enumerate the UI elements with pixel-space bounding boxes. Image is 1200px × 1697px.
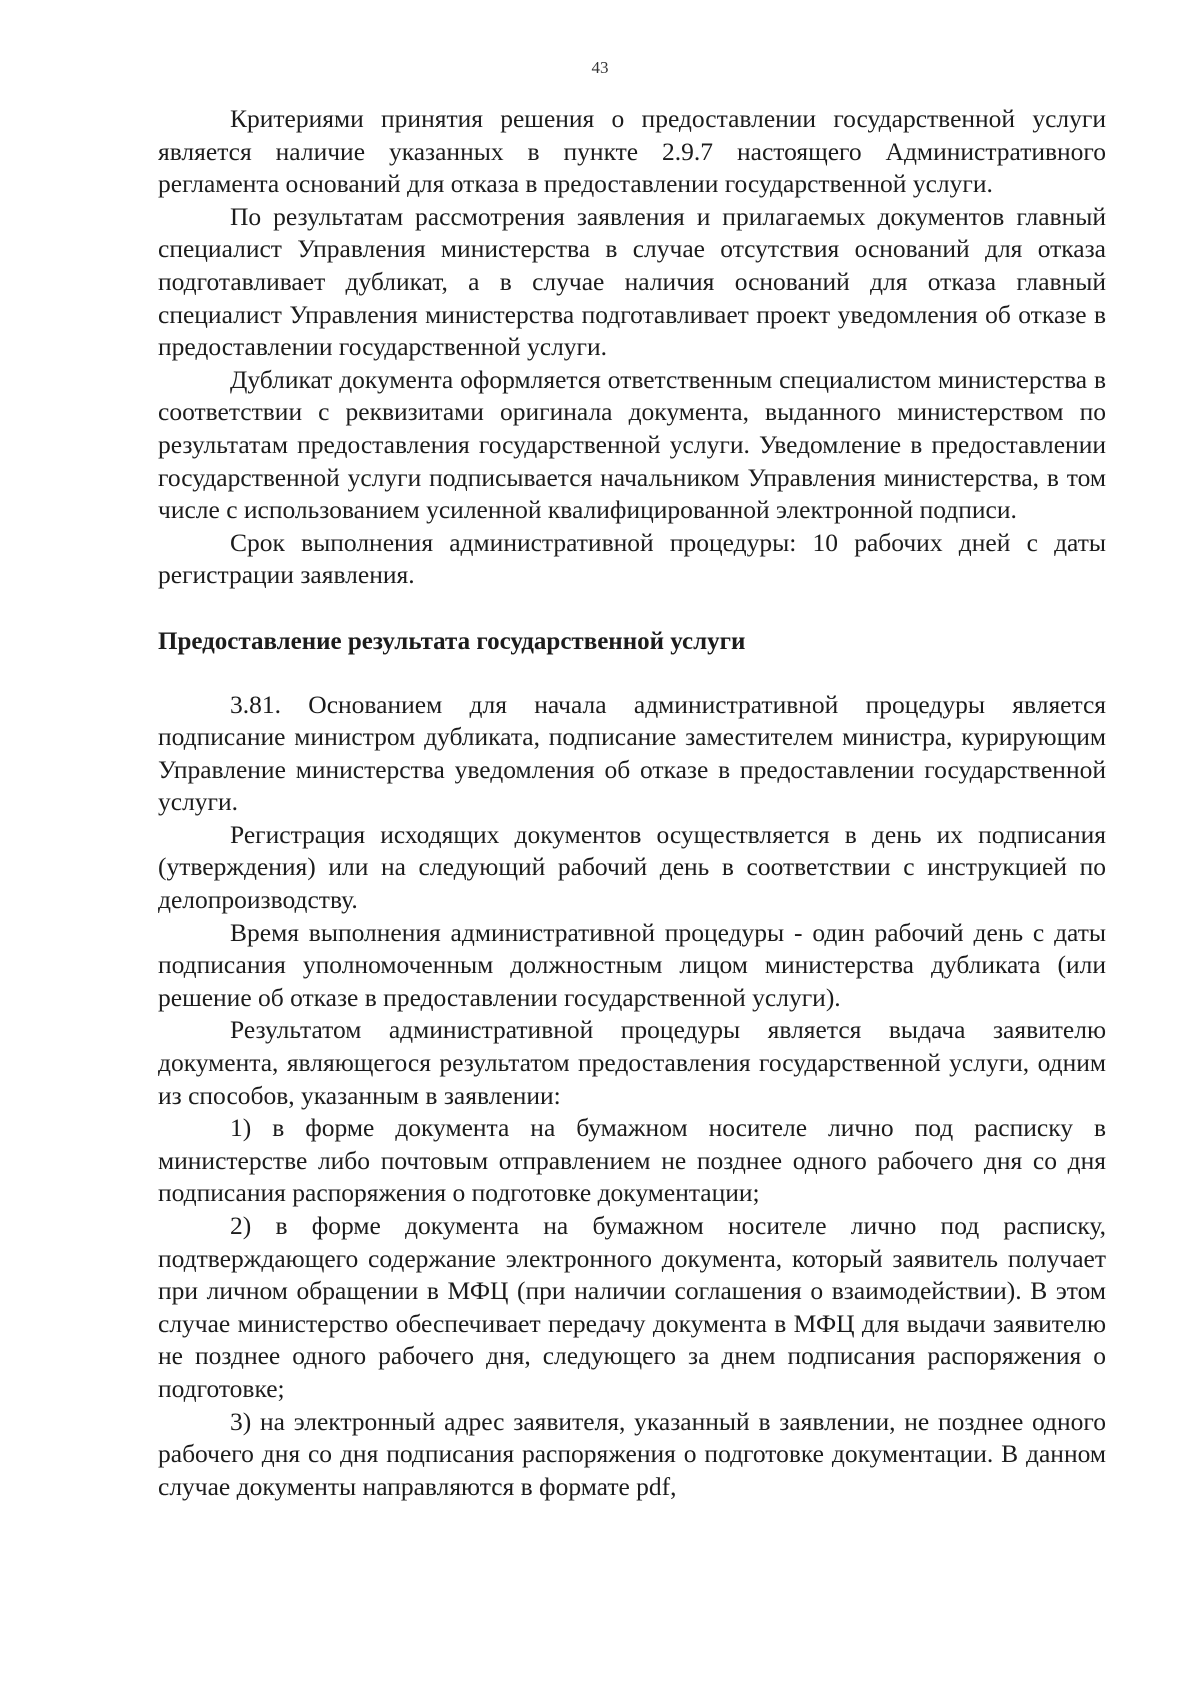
document-body — [158, 103, 1106, 1503]
section-heading: Предоставление результата государственной услуги — [158, 627, 746, 655]
paragraph-registration: Регистрация исходящих документов осуществляется в день их подписания (утверждения) или на следующий рабочий день в соответствии с инструкцией по делопроизводству. — [158, 819, 1106, 915]
paragraph-deadline: Срок выполнения административной процедуры: 10 рабочих дней с даты регистрации заявления. — [158, 527, 1106, 590]
list-item-3: 3) на электронный адрес заявителя, указанный в заявлении, не позднее одного рабочего дня со дня подписания распоряжения о подготовке документации. В данном случае документы направляются в формате pdf, — [158, 1406, 1106, 1501]
paragraph-duplicate: Дубликат документа оформляется ответственным специалистом министерства в соответствии с реквизитами оригинала документа, выданного министерством по результатам предоставления государственной услуги. Уведомление в предоставлении государственной услуги подписывается начальником Управления министерства, в том числе с использованием усиленной квалифицированной электронной подписи. — [158, 364, 1106, 525]
paragraph-review-results: По результатам рассмотрения заявления и прилагаемых документов главный специалист Управления министерства в случае отсутствия оснований для отказа подготавливает дубликат, а в случае наличия оснований для отказа главный специалист Управления министерства подготавливает проект уведомления об отказе в предоставлении государственной услуги. — [158, 201, 1106, 362]
list-item-2: 2) в форме документа на бумажном носителе лично под расписку, подтверждающего содержание электронного документа, который заявитель получает при личном обращении в МФЦ (при наличии соглашения о взаимодействии). В этом случае министерство обеспечивает передачу документа в МФЦ для выдачи заявителю не позднее одного рабочего дня, следующего за днем подписания распоряжения о подготовке; — [158, 1211, 1106, 1403]
list-item-1: 1) в форме документа на бумажном носителе лично под расписку в министерстве либо почтовым отправлением не позднее одного рабочего дня со дня подписания распоряжения о подготовке документации; — [158, 1113, 1106, 1208]
paragraph-execution-time: Время выполнения административной процедуры - один рабочий день с даты подписания уполномоченным должностным лицом министерства дубликата (или решение об отказе в предоставлении государственной услуги). — [158, 917, 1106, 1012]
page-number: 43 — [591, 58, 609, 77]
paragraph-3-81: 3.81. Основанием для начала административной процедуры является подписание министром дубликата, подписание заместителем министра, курирующим Управление министерства уведомления об отказе в предоставлении государственной услуги. — [158, 689, 1106, 817]
paragraph-result: Результатом административной процедуры является выдача заявителю документа, являющегося результатом предоставления государственной услуги, одним из способов, указанным в заявлении: — [158, 1015, 1106, 1110]
paragraph-criteria: Критериями принятия решения о предоставлении государственной услуги является наличие указанных в пункте 2.9.7 настоящего Административного регламента оснований для отказа в предоставлении государственной услуги. — [158, 104, 1106, 199]
